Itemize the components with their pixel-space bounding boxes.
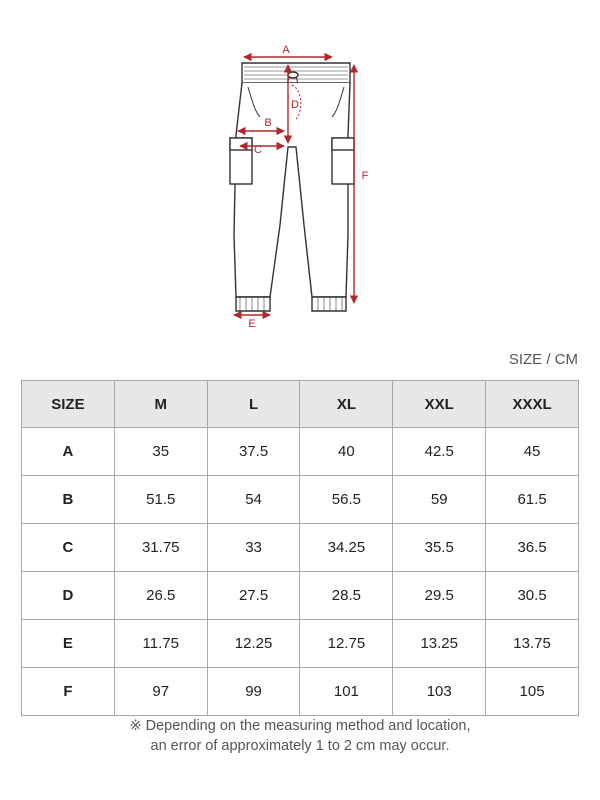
row-label: C <box>22 524 115 572</box>
label-a: A <box>282 44 290 56</box>
cell: 12.75 <box>300 620 393 668</box>
cell: 42.5 <box>393 428 486 476</box>
cell: 59 <box>393 476 486 524</box>
table-row <box>22 668 579 716</box>
size-unit-label: SIZE / CM <box>508 351 578 368</box>
header-size: SIZE <box>22 381 115 428</box>
cell: 28.5 <box>300 572 393 620</box>
cell: 37.5 <box>207 428 300 476</box>
cell: 13.75 <box>486 620 579 668</box>
header-xxxl: XXXL <box>486 381 579 428</box>
cell: 31.75 <box>114 524 207 572</box>
cell: 45 <box>486 428 579 476</box>
row-label: D <box>22 572 115 620</box>
cell: 51.5 <box>114 476 207 524</box>
note-line-1: ※ Depending on the measuring method and location, <box>129 718 471 734</box>
cell: 99 <box>207 668 300 716</box>
cell: 30.5 <box>486 572 579 620</box>
table-row <box>22 572 579 620</box>
table-header-row <box>22 381 579 428</box>
cell: 33 <box>207 524 300 572</box>
cell: 26.5 <box>114 572 207 620</box>
table-row <box>22 620 579 668</box>
cell: 12.25 <box>207 620 300 668</box>
cell: 13.25 <box>393 620 486 668</box>
cell: 97 <box>114 668 207 716</box>
cell: 54 <box>207 476 300 524</box>
note-line-2: an error of approximately 1 to 2 cm may occur. <box>150 738 450 754</box>
cell: 11.75 <box>114 620 207 668</box>
header-m: M <box>114 381 207 428</box>
label-f: F <box>361 170 369 182</box>
cell: 35.5 <box>393 524 486 572</box>
row-label: F <box>22 668 115 716</box>
cell: 105 <box>486 668 579 716</box>
cell: 29.5 <box>393 572 486 620</box>
row-label: A <box>22 428 115 476</box>
pants-diagram <box>200 35 400 335</box>
header-xl: XL <box>300 381 393 428</box>
measurement-note <box>0 716 600 756</box>
label-c: C <box>254 144 262 156</box>
cell: 56.5 <box>300 476 393 524</box>
cell: 40 <box>300 428 393 476</box>
table-row <box>22 524 579 572</box>
row-label: E <box>22 620 115 668</box>
cell: 101 <box>300 668 393 716</box>
label-e: E <box>248 318 256 330</box>
label-d: D <box>291 99 299 111</box>
cell: 103 <box>393 668 486 716</box>
jogger-pants-illustration <box>200 35 400 335</box>
cell: 61.5 <box>486 476 579 524</box>
table-row <box>22 476 579 524</box>
label-b: B <box>264 117 272 129</box>
header-l: L <box>207 381 300 428</box>
cell: 35 <box>114 428 207 476</box>
cell: 27.5 <box>207 572 300 620</box>
row-label: B <box>22 476 115 524</box>
table-row <box>22 428 579 476</box>
header-xxl: XXL <box>393 381 486 428</box>
cell: 36.5 <box>486 524 579 572</box>
size-chart-table <box>21 380 579 716</box>
cell: 34.25 <box>300 524 393 572</box>
